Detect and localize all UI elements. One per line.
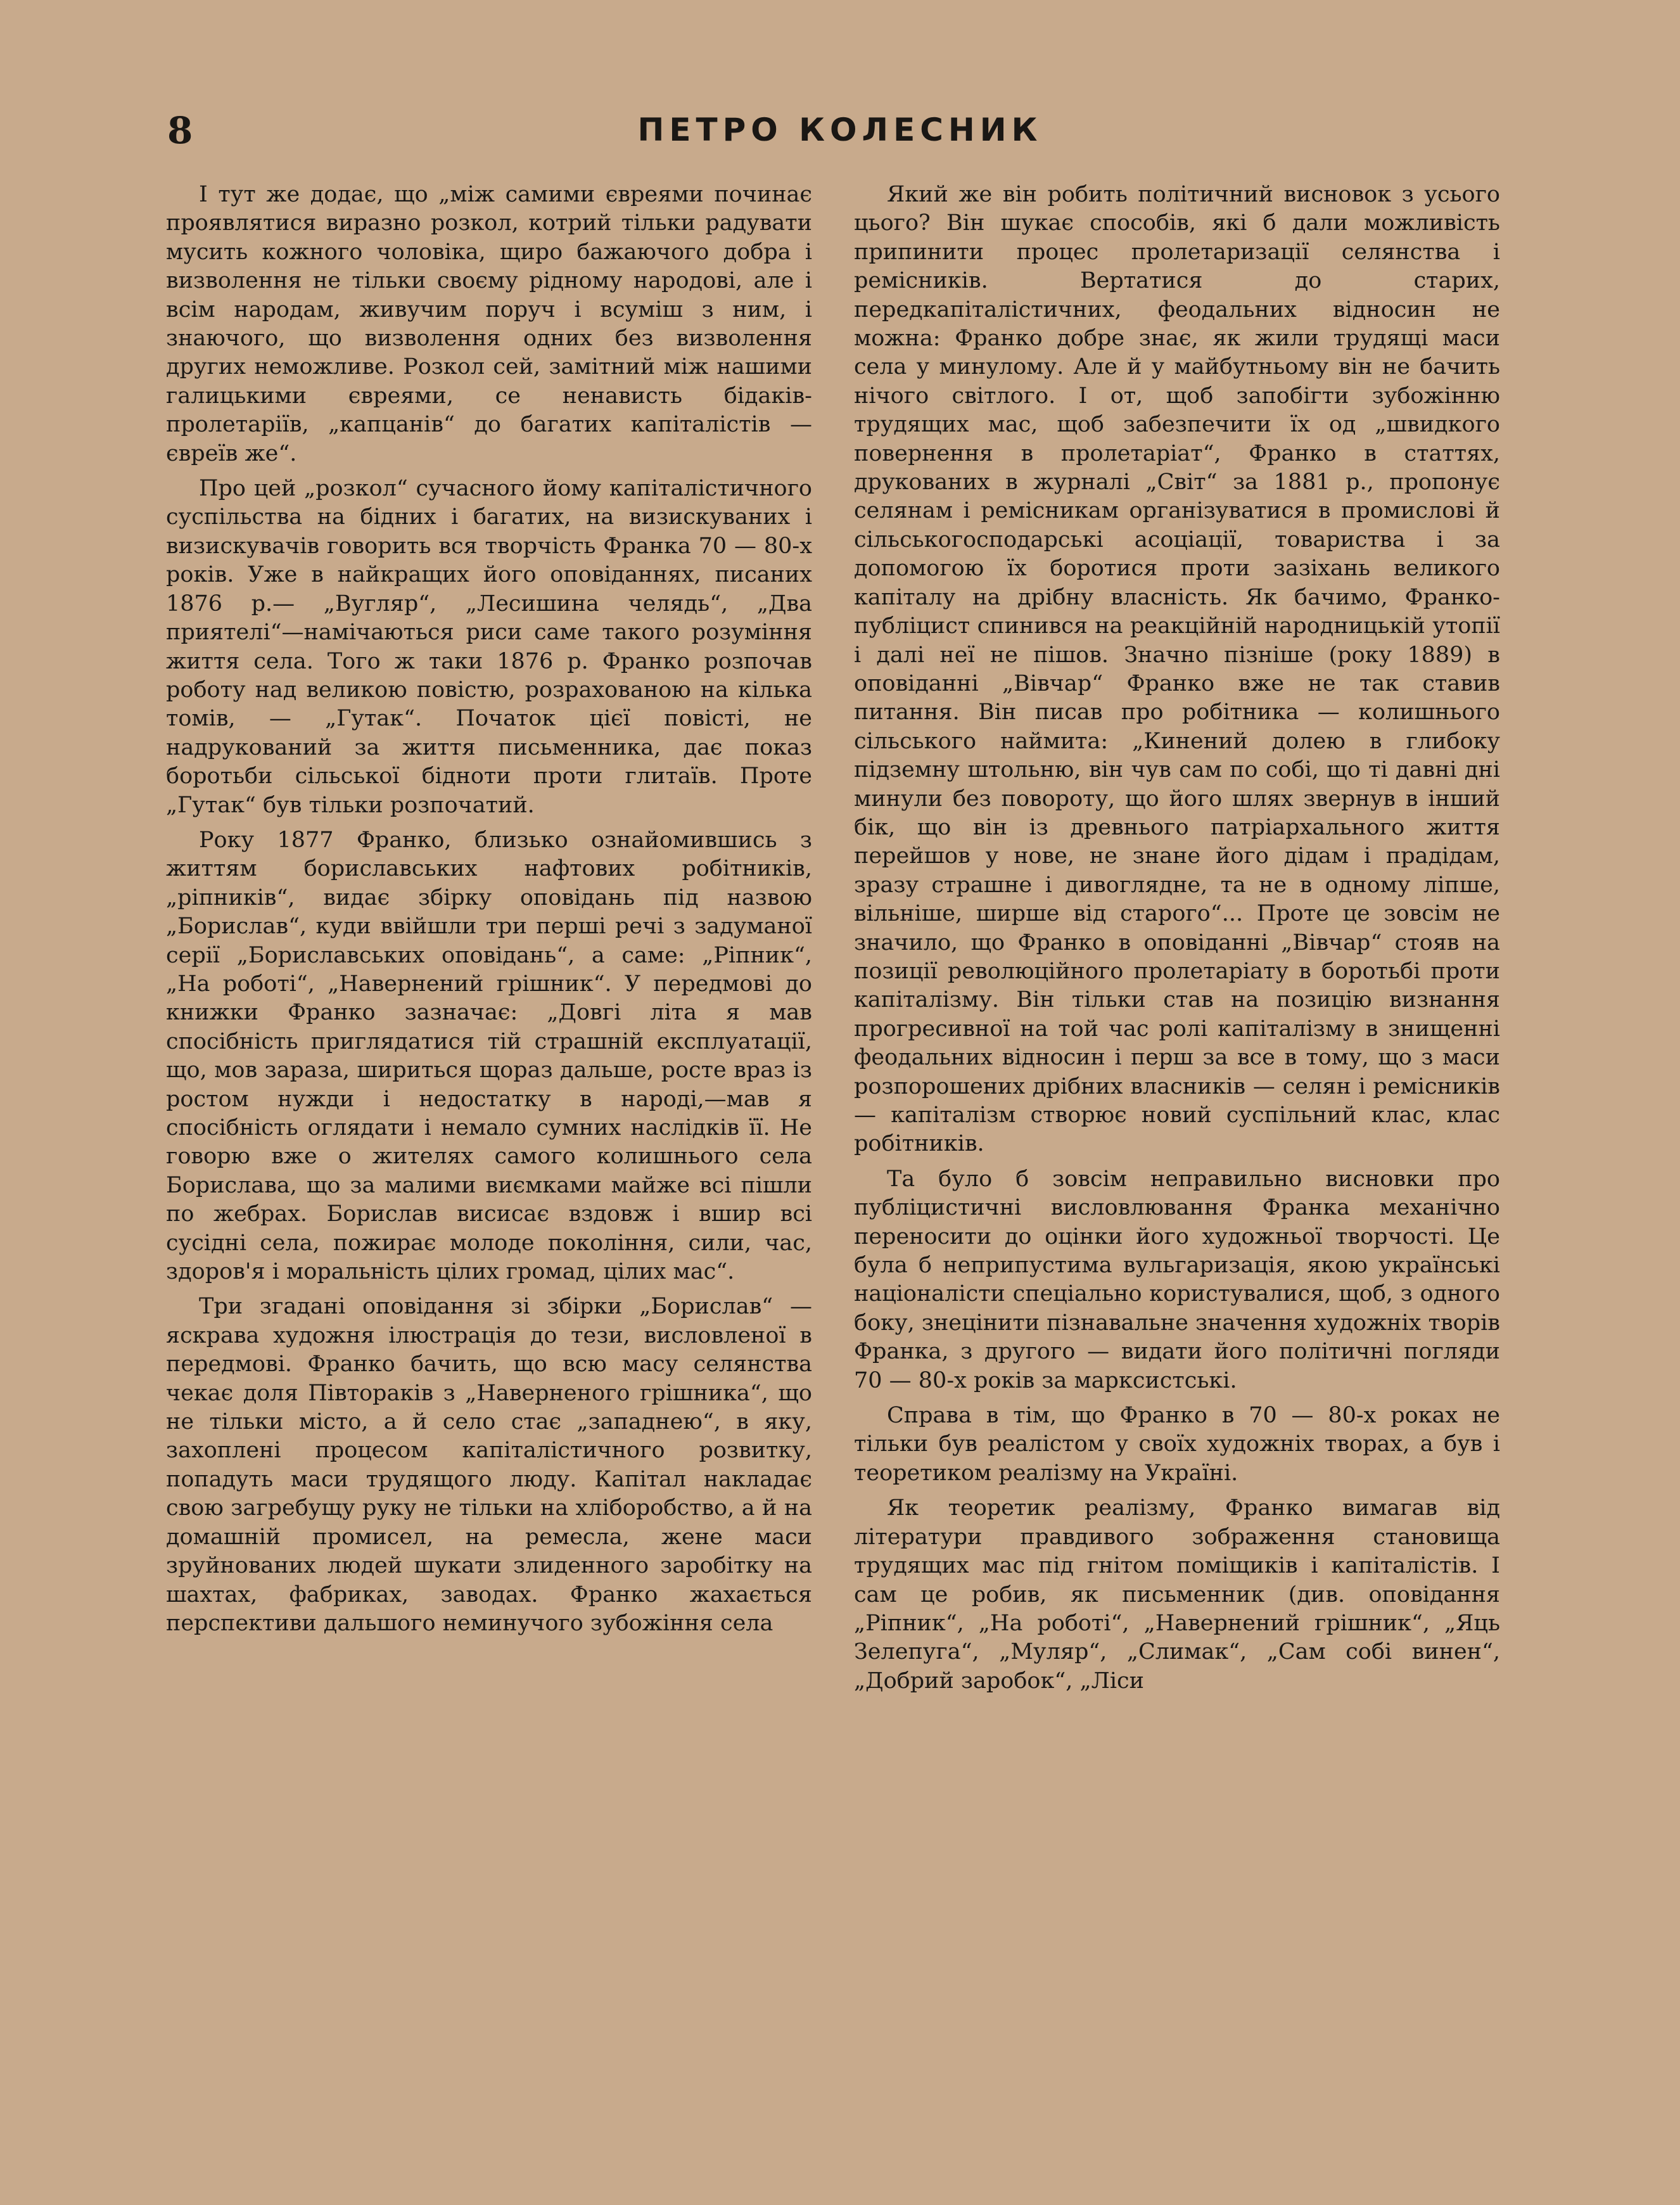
page-number: 8 xyxy=(167,109,193,152)
paragraph: Який же він робить політичний висновок з усього цього? Він шукає способів, які б дали можливість припинити процес пролетаризації селянства і ремісників. Вертатися до старих, передкапіталістичних, феодальних відносин не можна: Франко добре знає, як жили трудящі маси села у минулому. Але й у майбутньому він не бачить нічого світлого. І от, щоб запобігти зубожінню трудящих мас, щоб забезпечити їх од „швидкого повернення в пролетаріат“, Франко в статтях, друкованих в журналі „Світ“ за 1881 р., пропонує селянам і ремісникам організуватися в промислові й сільськогосподарські асоціації, товариства і за допомогою їх боротися проти зазіхань великого капіталу на дрібну власність. Як бачимо, Франко-публіцист спинився на реакційній народницькій утопії і далі неї не пішов. Значно пізніше (року 1889) в оповіданні „Вівчар“ Франко вже не так ставив питання. Він писав про робітника — колишнього сільського наймита: „Кинений долею в глибоку підземну штольню, він чув сам по собі, що ті давні дні минули без повороту, що його шлях звернув в інший бік, що він із древнього патріархального життя перейшов у нове, не знане його дідам і прадідам, зразу страшне і дивоглядне, та не в одному ліпше, вільніше, ширше від старого“... Проте це зовсім не значило, що Франко в оповіданні „Вівчар“ стояв на позиції революційного пролетаріату в боротьбі проти капіталізму. Він тільки став на позицію визнання прогресивної на той час ролі капіталізму в знищенні феодальних відносин і перш за все в тому, що з маси розпорошених дрібних власників — селян і ремісників — капіталізм створює новий суспільний клас, клас робітників. xyxy=(854,182,1500,1157)
paragraph: Як теоретик реалізму, Франко вимагав від літератури правдивого зображення становища трудящих мас під гнітом поміщиків і капіталістів. І сам це робив, як письменник (див. оповідання „Ріпник“, „На роботі“, „Навернений грішник“, „Яць Зелепуга“, „Муляр“, „Слимак“, „Сам собі винен“, „Добрий заробок“, „Ліси xyxy=(854,1495,1500,1694)
paragraph: Три згадані оповідання зі збірки „Борислав“ — яскрава художня ілюстрація до тези, висловленої в передмові. Франко бачить, що всю масу селянства чекає доля Півтораків з „Наверненого грішника“, що не тільки місто, а й село стає „западнею“, в яку, захоплені процесом капіталістичного розвитку, попадуть маси трудящого люду. Капітал накладає свою загребущу руку не тільки на хліборобство, а й на домашній промисел, на ремесла, жене маси зруйнованих людей шукати злиденного заробітку на шахтах, фабриках, заводах. Франко жахається перспективи дальшого неминучого зубожіння села xyxy=(166,1294,812,1636)
left-column xyxy=(166,181,812,1638)
paragraph: Справа в тім, що Франко в 70 — 80-х роках не тільки був реалістом у своїх художніх творах, а був і теоретиком реалізму на Україні. xyxy=(854,1403,1500,1486)
paragraph: Року 1877 Франко, близько ознайомившись з життям бориславських нафтових робітників, „ріпників“, видає збірку оповідань під назвою „Борислав“, куди ввійшли три перші речі з задуманої серії „Бориславських оповідань“, а саме: „Ріпник“, „На роботі“, „Навернений грішник“. У передмові до книжки Франко зазначає: „Довгі літа я мав спосібність приглядатися тій страшній експлуатації, що, мов зараза, шириться щораз дальше, росте враз із ростом нужди і недостатку в народі,—мав я спосібність оглядати і немало сумних наслідків її. Не говорю вже о жителях самого колишнього села Борислава, що за малими виємками майже всі пішли по жебрах. Борислав висисає вздовж і вшир всі сусідні села, пожирає молоде покоління, сили, час, здоров'я і моральність цілих громад, цілих мас“. xyxy=(166,827,812,1285)
running-title: ПЕТРО КОЛЕСНИК xyxy=(637,112,1043,148)
paragraph: І тут же додає, що „між самими євреями починає проявлятися виразно розкол, котрий тільки радувати мусить кожного чоловіка, щиро бажаючого добра і визволення не тільки своєму рідному народові, але і всім народам, живучим поруч і всуміш з ним, і знаючого, що визволення одних без визволення других неможливе. Розкол сей, замітний між нашими галицькими євреями, се ненависть бідаків-пролетаріїв, „капцанів“ до багатих капіталістів — євреїв же“. xyxy=(166,182,812,466)
right-column xyxy=(854,181,1500,1696)
paragraph: Про цей „розкол“ сучасного йому капіталістичного суспільства на бідних і багатих, на визискуваних і визискувачів говорить вся творчість Франка 70 — 80-х років. Уже в найкращих його оповіданнях, писаних 1876 р.— „Вугляр“, „Лесишина челядь“, „Два приятелі“—намічаються риси саме такого розуміння життя села. Того ж таки 1876 р. Франко розпочав роботу над великою повістю, розрахованою на кілька томів, — „Гутак“. Початок цієї повісті, не надрукований за життя письменника, дає показ боротьби сільської бідноти проти глитаїв. Проте „Гутак“ був тільки розпочатий. xyxy=(166,476,812,818)
paragraph: Та було б зовсім неправильно висновки про публіцистичні висловлювання Франка механічно переносити до оцінки його художньої творчості. Це була б неприпустима вульгаризація, якою українські націоналісти спеціально користувалися, щоб, з одного боку, знецінити пізнавальне значення художніх творів Франка, з другого — видати його політичні погляди 70 — 80-х років за марксистські. xyxy=(854,1166,1500,1393)
